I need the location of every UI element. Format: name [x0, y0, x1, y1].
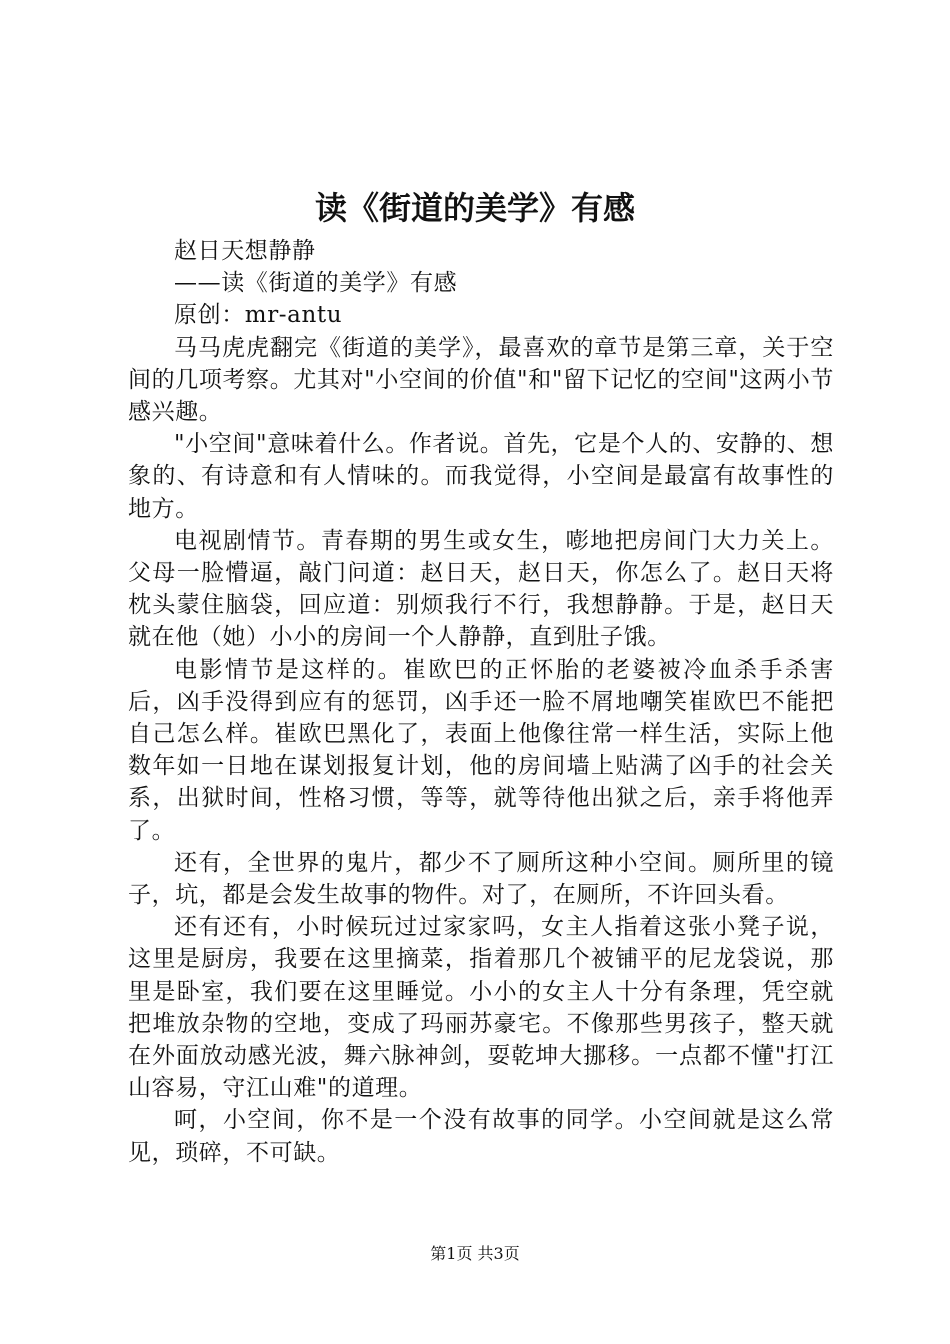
body-paragraph: 电影情节是这样的。崔欧巴的正怀胎的老婆被冷血杀手杀害后，凶手没得到应有的惩罚，凶手还一脸不屑地嘲笑崔欧巴不能把自己怎么样。崔欧巴黑化了，表面上他像往常一样生活，实际上他数年如一日地在谋划报复计划，他的房间墙上贴满了凶手的社会关系，出狱时间，性格习惯，等等，就等待他出狱之后，亲手将他弄了。 — [128, 656, 834, 844]
body-paragraph: 还有还有，小时候玩过过家家吗，女主人指着这张小凳子说，这里是厨房，我要在这里摘菜，指着那几个被铺平的尼龙袋说，那里是卧室，我们要在这里睡觉。小小的女主人十分有条理，凭空就把堆放杂物的空地，变成了玛丽苏豪宅。不像那些男孩子，整天就在外面放动感光波，舞六脉神剑，耍乾坤大挪移。一点都不懂"打江山容易，守江山难"的道理。 — [128, 914, 834, 1102]
body-paragraph: 呵，小空间，你不是一个没有故事的同学。小空间就是这么常见，琐碎，不可缺。 — [128, 1107, 834, 1166]
page-number-footer: 第1页 共3页 — [430, 1244, 520, 1263]
document-body — [128, 235, 834, 1169]
body-paragraph: 还有，全世界的鬼片，都少不了厕所这种小空间。厕所里的镜子，坑，都是会发生故事的物件。对了，在厕所，不许回头看。 — [128, 849, 834, 909]
original-credit: 原创：mr-antu — [174, 302, 343, 329]
body-paragraph: "小空间"意味着什么。作者说。首先，它是个人的、安静的、想象的、有诗意和有人情味的。而我觉得，小空间是最富有故事性的地方。 — [128, 431, 834, 522]
document-title: 读《街道的美学》有感 — [314, 189, 635, 227]
body-paragraph: 马马虎虎翻完《街道的美学》，最喜欢的章节是第三章，关于空间的几项考察。尤其对"小空间的价值"和"留下记忆的空间"这两小节感兴趣。 — [128, 334, 834, 426]
body-paragraph: 电视剧情节。青春期的男生或女生，嘭地把房间门大力关上。父母一脸懵逼，敲门问道：赵日天，赵日天，你怎么了。赵日天将枕头蒙住脑袋，回应道：别烦我行不行，我想静静。于是，赵日天就在他（她）小小的房间一个人静静，直到肚子饿。 — [128, 527, 834, 651]
subtitle-line: ——读《街道的美学》有感 — [174, 270, 458, 297]
author-line: 赵日天想静静 — [174, 238, 316, 264]
